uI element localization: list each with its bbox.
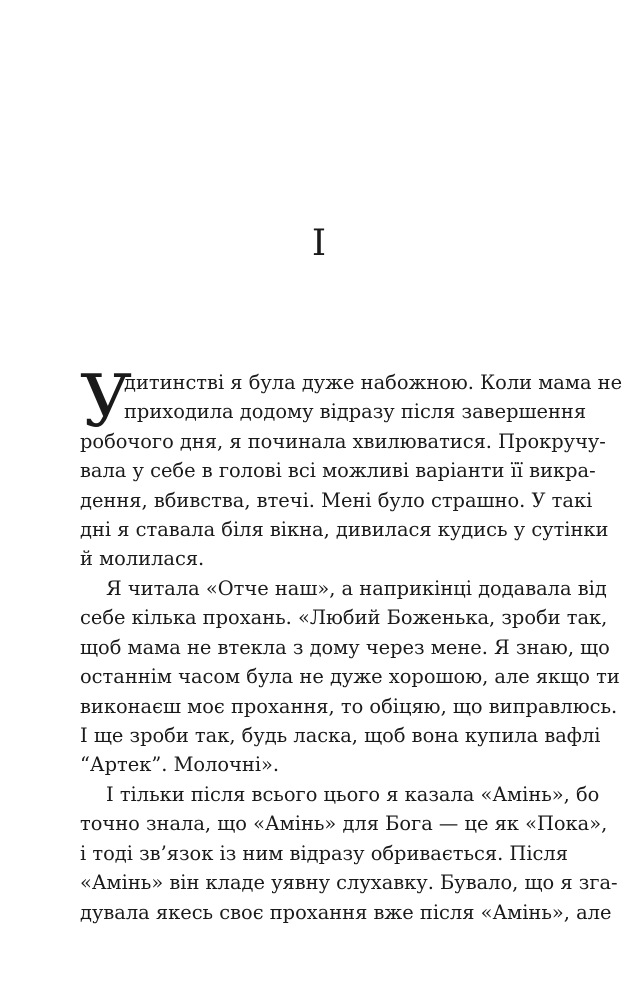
text-line: вала у себе в голові всі можливі варіанти її викра- [80, 459, 596, 483]
text-line: дення, вбивства, втечі. Мені було страшно. У такі [80, 488, 593, 512]
text-line: робочого дня, я починала хвилюватися. Прокручу- [80, 429, 606, 453]
text-line: й молилася. [80, 547, 205, 571]
text-line: «Амінь» він кладе уявну слухавку. Бувало, що я зга- [80, 871, 618, 895]
paragraph-3 [80, 780, 618, 927]
text-line: виконаєш моє прохання, то обіцяю, що виправлюсь. [80, 694, 618, 718]
text-line: І ще зроби так, будь ласка, щоб вона купила вафлі [80, 723, 601, 747]
text-line: Я читала «Отче наш», а наприкінці додавала від [106, 577, 607, 600]
text-line: щоб мама не втекла з дому через мене. Я знаю, що [80, 635, 610, 659]
paragraph-1 [80, 359, 623, 574]
chapter-number: I [311, 223, 327, 264]
drop-cap: У [80, 359, 133, 443]
paragraph-2 [80, 574, 620, 780]
text-line: і тоді зв’язок із ним відразу обривається. Після [80, 841, 568, 865]
text-line: дитинстві я була дуже набожною. Коли мама не [124, 371, 623, 394]
text-line: точно знала, що «Амінь» для Бога — це як «Пока», [80, 812, 608, 836]
text-line: “Артек”. Молочні». [80, 753, 280, 777]
text-line: І тільки після всього цього я казала «Амінь», бо [106, 783, 600, 806]
text-line: себе кілька прохань. «Любий Боженька, зроби так, [80, 606, 608, 630]
text-line: дні я ставала біля вікна, дивилася кудись у сутінки [80, 517, 609, 541]
text-line: дувала якесь своє прохання вже після «Амінь», але [80, 900, 612, 924]
text-line: приходила додому відразу після завершення [124, 400, 587, 424]
text-line: останнім часом була не дуже хорошою, але якщо ти [80, 665, 620, 689]
